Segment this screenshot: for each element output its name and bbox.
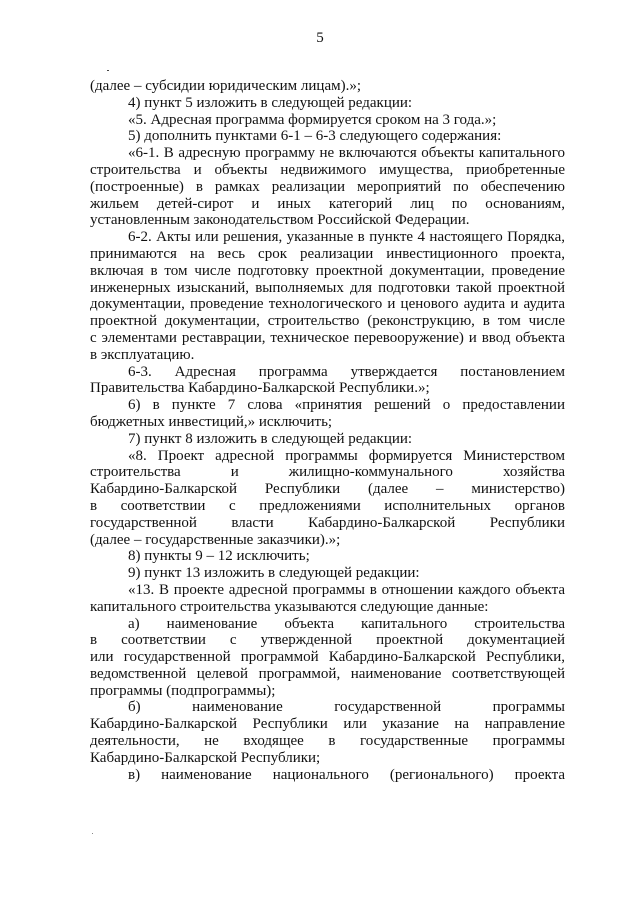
text-line: проектной документации, строительство (реконструкцию, в том числе bbox=[90, 313, 565, 330]
text-line: 7) пункт 8 изложить в следующей редакции: bbox=[128, 430, 413, 447]
text-line: в эксплуатацию. bbox=[90, 346, 195, 363]
text-line: 6-3. Адресная программа утверждается постановлением bbox=[128, 363, 565, 380]
text-line: «13. В проекте адресной программы в отношении каждого объекта bbox=[128, 581, 565, 598]
scan-speck bbox=[92, 833, 93, 834]
text-line: Правительства Кабардино-Балкарской Республики.»; bbox=[90, 380, 430, 397]
text-line: бюджетных инвестиций,» исключить; bbox=[90, 413, 333, 430]
text-line: капитального строительства указываются следующие данные: bbox=[90, 598, 489, 615]
text-line: ведомственной целевой программой, наименование соответствующей bbox=[90, 665, 565, 682]
text-line: Кабардино-Балкарской Республики или указание на направление bbox=[90, 716, 565, 733]
text-line: 4) пункт 5 изложить в следующей редакции: bbox=[128, 94, 413, 111]
text-line: принимаются на весь срок реализации инвестиционного проекта, bbox=[90, 245, 565, 262]
text-line: б) наименование государственной программы bbox=[128, 699, 565, 716]
text-line: 5) дополнить пунктами 6-1 – 6-3 следующего содержания: bbox=[128, 128, 502, 145]
text-line: «6-1. В адресную программу не включаются объекты капитального bbox=[128, 145, 565, 162]
text-line: в соответствии с утвержденной проектной документацией bbox=[90, 632, 565, 649]
text-line: включая в том числе подготовку проектной документации, проведение bbox=[90, 262, 565, 279]
text-line: 8) пункты 9 – 12 исключить; bbox=[128, 548, 310, 565]
text-line: жильем детей-сирот и иных категорий лиц по основаниям, bbox=[90, 195, 565, 212]
text-line: в соответствии с предложениями исполнительных органов bbox=[90, 497, 565, 514]
text-line: с элементами реставрации, техническое перевооружение) и ввод объекта bbox=[90, 329, 565, 346]
text-line: программы (подпрограммы); bbox=[90, 682, 276, 699]
text-line: государственной власти Кабардино-Балкарской Республики bbox=[90, 514, 565, 531]
scan-speck bbox=[107, 70, 109, 71]
page-number: 5 bbox=[316, 30, 324, 46]
text-line: (построенные) в рамках реализации мероприятий по обеспечению bbox=[90, 178, 565, 195]
text-line: Кабардино-Балкарской Республики; bbox=[90, 749, 321, 766]
text-line: 6) в пункте 7 слова «принятия решений о предоставлении bbox=[128, 397, 565, 414]
text-line: 6-2. Акты или решения, указанные в пункте 4 настоящего Порядка, bbox=[128, 229, 565, 246]
document-body bbox=[90, 78, 565, 783]
text-line: (далее – государственные заказчики).»; bbox=[90, 531, 341, 548]
text-line: «8. Проект адресной программы формируется Министерством bbox=[128, 447, 565, 464]
text-line: строительства и жилищно-коммунального хозяйства bbox=[90, 464, 565, 481]
text-line: (далее – субсидии юридическим лицам).»; bbox=[90, 78, 362, 94]
text-line: инженерных изысканий, выполняемых для подготовки такой проектной bbox=[90, 279, 565, 296]
text-line: деятельности, не входящее в государственные программы bbox=[90, 733, 565, 750]
text-line: установленным законодательством Российской Федерации. bbox=[90, 212, 470, 229]
text-line: 9) пункт 13 изложить в следующей редакции: bbox=[128, 565, 420, 582]
text-line: или государственной программой Кабардино-Балкарской Республики, bbox=[90, 649, 565, 666]
text-line: а) наименование объекта капитального строительства bbox=[128, 615, 565, 632]
text-line: Кабардино-Балкарской Республики (далее – министерство) bbox=[90, 481, 565, 498]
text-line: в) наименование национального (регионального) проекта bbox=[128, 766, 565, 783]
text-line: строительства и объекты недвижимого имущества, приобретенные bbox=[90, 161, 565, 178]
text-line: «5. Адресная программа формируется сроком на 3 года.»; bbox=[128, 111, 497, 128]
text-line: документации, проведение технологического и ценового аудита и аудита bbox=[90, 296, 565, 313]
